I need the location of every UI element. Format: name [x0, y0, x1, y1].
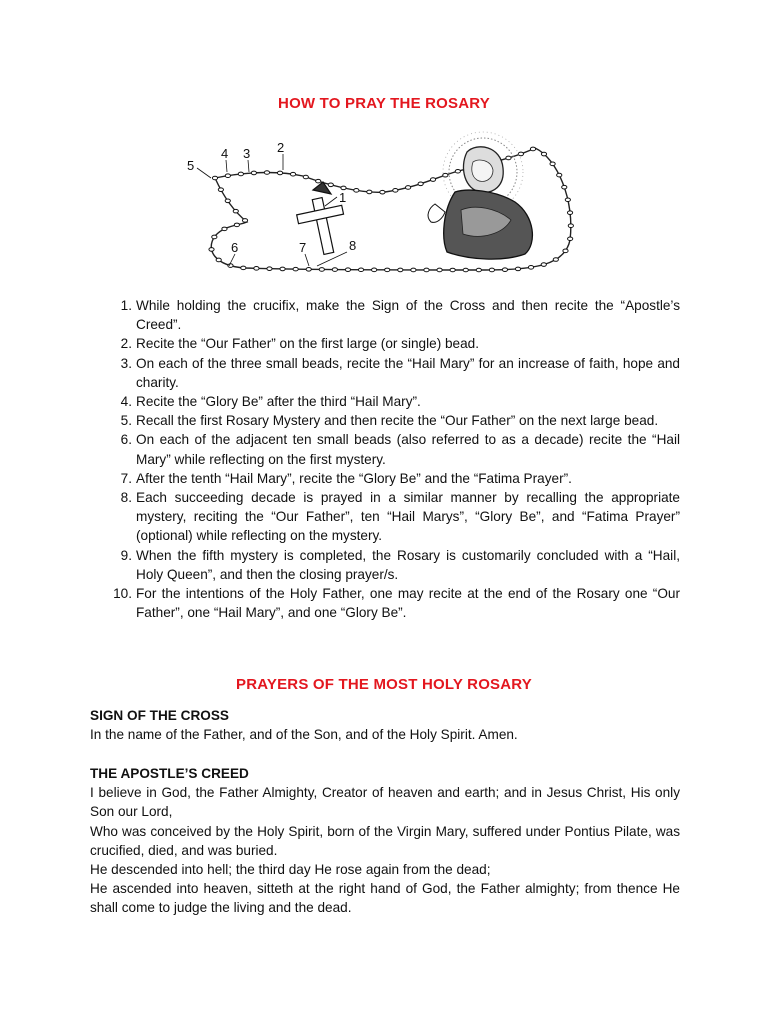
rosary-bead	[332, 268, 337, 272]
rosary-bead	[306, 267, 311, 271]
rosary-bead	[367, 190, 372, 194]
rosary-bead	[293, 267, 298, 271]
instruction-item	[104, 469, 680, 488]
rosary-bead	[450, 268, 455, 272]
instruction-item	[104, 546, 680, 584]
diagram-label-3: 3	[243, 146, 251, 161]
instruction-item	[104, 488, 680, 546]
rosary-bead	[212, 235, 217, 239]
instruction-text: Recall the first Rosary Mystery and then recite the “Our Father” on the next large bead.	[136, 413, 659, 429]
instruction-item	[104, 334, 680, 353]
instruction-item	[104, 354, 680, 392]
rosary-bead	[241, 266, 246, 270]
instruction-item	[104, 411, 680, 430]
diagram-label-6: 6	[231, 240, 239, 255]
rosary-bead	[225, 174, 230, 178]
rosary-bead	[455, 169, 460, 173]
rosary-bead	[398, 268, 403, 272]
rosary-bead	[489, 268, 494, 272]
rosary-bead	[328, 183, 333, 187]
sign-of-cross-section	[90, 706, 680, 744]
diagram-label-7: 7	[299, 240, 307, 255]
instruction-item	[104, 584, 680, 622]
rosary-bead	[234, 223, 239, 227]
mary-figure-icon	[428, 132, 532, 259]
rosary-bead	[209, 248, 214, 252]
rosary-bead	[222, 227, 227, 231]
rosary-bead	[502, 268, 507, 272]
rosary-bead	[411, 268, 416, 272]
instruction-number: 9.	[120, 547, 132, 563]
diagram-label-2: 2	[277, 140, 285, 155]
prayers-title: PRAYERS OF THE MOST HOLY ROSARY	[236, 676, 532, 693]
rosary-bead	[380, 190, 385, 194]
rosary-bead	[437, 268, 442, 272]
rosary-bead	[568, 237, 573, 241]
rosary-bead	[463, 268, 468, 272]
rosary-bead	[418, 182, 423, 186]
rosary-bead	[385, 268, 390, 272]
rosary-bead	[550, 162, 555, 166]
instruction-text: Recite the “Glory Be” after the third “Hail Mary”.	[136, 394, 421, 410]
rosary-bead	[372, 268, 377, 272]
instruction-text: After the tenth “Hail Mary”, recite the “Glory Be” and the “Fatima Prayer”.	[136, 470, 572, 486]
instruction-number: 4.	[120, 394, 132, 410]
rosary-bead	[345, 268, 350, 272]
rosary-bead	[354, 189, 359, 193]
creed-line: He descended into hell; the third day He rose again from the dead;	[90, 862, 491, 878]
instruction-item	[104, 430, 680, 468]
rosary-bead	[277, 171, 282, 175]
rosary-bead	[319, 268, 324, 272]
instruction-item	[104, 296, 680, 334]
instruction-text: While holding the crucifix, make the Sign of the Cross and then recite the “Apostle’s Creed”.	[136, 298, 680, 333]
creed-line: Who was conceived by the Holy Spirit, born of the Virgin Mary, suffered under Pontius Pilate, was crucified, died, and was buried.	[90, 823, 680, 858]
instruction-text: For the intentions of the Holy Father, one may recite at the end of the Rosary one “Our Father”, one “Hail Mary”, and one “Glory Be”.	[136, 586, 680, 621]
rosary-bead	[280, 267, 285, 271]
rosary-bead	[358, 268, 363, 272]
rosary-bead	[251, 171, 256, 175]
instruction-number: 3.	[120, 355, 132, 371]
rosary-bead	[233, 209, 238, 213]
rosary-bead	[212, 176, 217, 180]
sign-of-cross-heading: SIGN OF THE CROSS	[90, 708, 229, 723]
instruction-number: 2.	[120, 336, 132, 352]
creed-line: I believe in God, the Father Almighty, Creator of heaven and earth; and in Jesus Christ, His only Son our Lord,	[90, 785, 680, 820]
instruction-number: 5.	[120, 413, 132, 429]
instruction-number: 1.	[120, 298, 132, 313]
diagram-label-4: 4	[221, 146, 229, 161]
instruction-number: 6.	[120, 432, 132, 448]
rosary-bead	[565, 198, 570, 202]
rosary-bead	[562, 185, 567, 189]
rosary-bead	[264, 171, 269, 175]
apostles-creed-section	[90, 764, 680, 918]
rosary-bead	[238, 172, 243, 176]
rosary-bead	[424, 268, 429, 272]
rosary-bead	[557, 173, 562, 177]
rosary-diagram	[185, 130, 585, 280]
rosary-bead	[541, 152, 546, 156]
rosary-bead	[316, 179, 321, 183]
rosary-bead	[528, 266, 533, 270]
rosary-bead	[225, 199, 230, 203]
rosary-bead	[290, 172, 295, 176]
instruction-number: 8.	[120, 490, 132, 506]
rosary-bead	[541, 263, 546, 267]
sign-of-cross-text: In the name of the Father, and of the Son, and of the Holy Spirit. Amen.	[90, 727, 518, 743]
instruction-text: On each of the adjacent ten small beads (also referred to as a decade) recite the “Hail Mary” while reflecting on the first mystery.	[136, 432, 680, 467]
rosary-bead	[405, 186, 410, 190]
rosary-bead	[242, 219, 247, 223]
instruction-text: Recite the “Our Father” on the first large (or single) bead.	[136, 336, 480, 352]
rosary-bead	[303, 175, 308, 179]
rosary-bead	[430, 178, 435, 182]
rosary-bead	[506, 156, 511, 160]
rosary-bead	[476, 268, 481, 272]
rosary-bead	[254, 267, 259, 271]
rosary-bead	[553, 258, 558, 262]
rosary-bead	[567, 211, 572, 215]
rosary-bead	[228, 264, 233, 268]
instruction-text: When the fifth mystery is completed, the Rosary is customarily concluded with a “Hail, Holy Queen”, and then the closing prayer/s.	[136, 547, 680, 582]
rosary-bead	[563, 249, 568, 253]
diagram-label-5: 5	[187, 158, 195, 173]
page-title: HOW TO PRAY THE ROSARY	[278, 95, 490, 112]
rosary-bead	[267, 267, 272, 271]
instruction-number: 10.	[113, 586, 132, 602]
diagram-label-8: 8	[349, 238, 357, 253]
instruction-list	[104, 296, 680, 622]
rosary-bead	[393, 189, 398, 193]
rosary-bead	[530, 147, 535, 151]
rosary-bead	[216, 258, 221, 262]
instruction-item	[104, 392, 680, 411]
instruction-text: Each succeeding decade is prayed in a similar manner by recalling the appropriate mystery, reciting the “Our Father”, ten “Hail Marys”, “Glory Be”, and “Fatima Prayer” (optional) while reflecting on the mystery.	[136, 490, 680, 544]
rosary-bead	[515, 267, 520, 271]
diagram-label-1: 1	[339, 190, 347, 205]
rosary-bead	[568, 224, 573, 228]
apostles-creed-heading: THE APOSTLE’S CREED	[90, 766, 249, 781]
instruction-text: On each of the three small beads, recite the “Hail Mary” for an increase of faith, hope and charity.	[136, 355, 680, 390]
instruction-number: 7.	[120, 470, 132, 486]
creed-line: He ascended into heaven, sitteth at the right hand of God, the Father almighty; from thence He shall come to judge the living and the dead.	[90, 881, 680, 916]
rosary-bead	[218, 188, 223, 192]
